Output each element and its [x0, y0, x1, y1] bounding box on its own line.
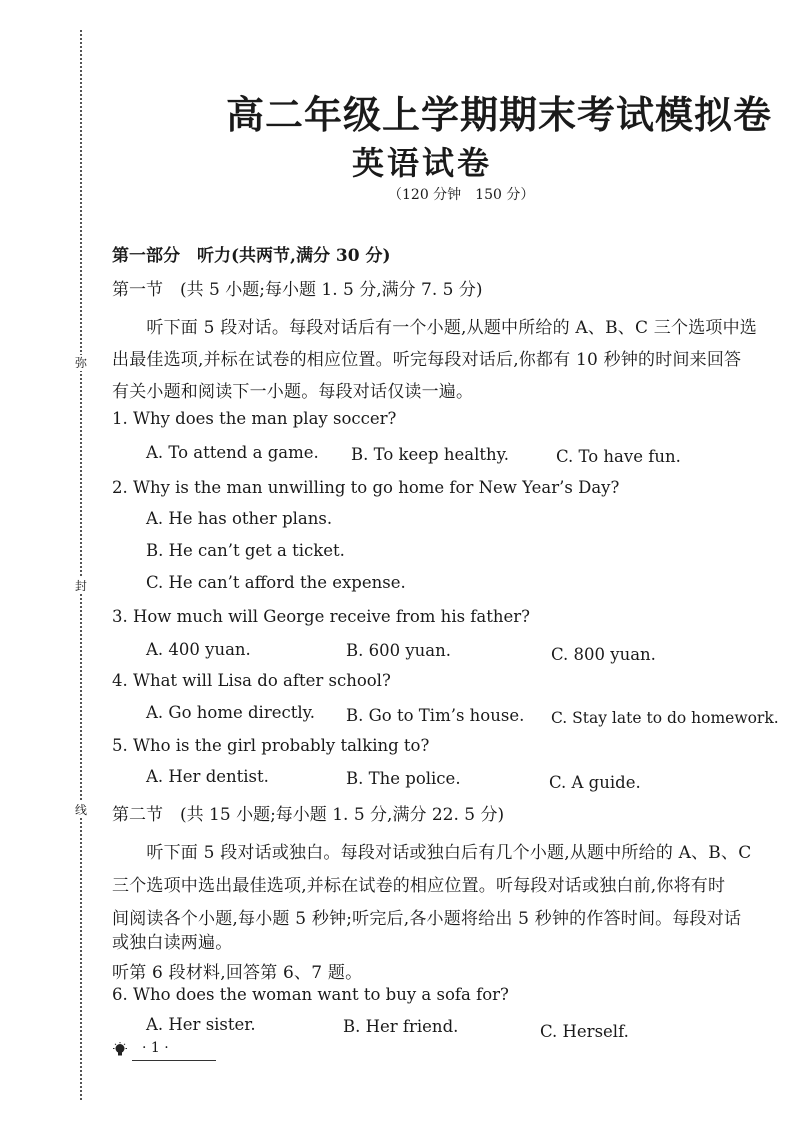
part1-heading: 第一部分 听力(共两节,满分 30 分)	[112, 246, 391, 266]
section1-instructions-line: 有关小题和阅读下一小题。每段对话仅读一遍。	[112, 382, 474, 402]
question-1-option-b: B. To keep healthy.	[351, 445, 509, 464]
question-2-option-b: B. He can’t get a ticket.	[146, 541, 345, 560]
question-3-option-c: C. 800 yuan.	[551, 645, 656, 664]
section2-instructions-line: 或独白读两遍。	[112, 933, 233, 953]
question-3: 3. How much will George receive from his father?	[112, 607, 531, 626]
question-5: 5. Who is the girl probably talking to?	[112, 736, 430, 755]
question-4: 4. What will Lisa do after school?	[112, 671, 391, 690]
question-2-option-c: C. He can’t afford the expense.	[146, 573, 406, 592]
question-3-option-b: B. 600 yuan.	[346, 641, 452, 660]
question-4-option-c: C. Stay late to do homework.	[551, 709, 779, 727]
binding-dotted-line	[80, 30, 82, 1100]
section2-instructions-line: 间阅读各个小题,每小题 5 秒钟;听完后,各小题将给出 5 秒钟的作答时间。每段对话	[112, 909, 742, 929]
question-5-option-a: A. Her dentist.	[146, 767, 269, 786]
section2-instructions-line: 听下面 5 段对话或独白。每段对话或独白后有几个小题,从题中所给的 A、B、C	[112, 843, 752, 863]
question-6-option-a: A. Her sister.	[146, 1015, 256, 1034]
question-6-option-b: B. Her friend.	[343, 1017, 459, 1036]
question-5-option-c: C. A guide.	[549, 773, 641, 792]
question-2: 2. Why is the man unwilling to go home for New Year’s Day?	[112, 478, 620, 497]
exam-title: 高二年级上学期期末考试模拟卷	[226, 92, 773, 137]
binding-mark-feng: 封	[71, 578, 91, 594]
question-1-option-c: C. To have fun.	[556, 447, 681, 466]
page-number: · 1 ·	[142, 1040, 169, 1056]
question-4-option-b: B. Go to Tim’s house.	[346, 706, 525, 725]
question-3-option-a: A. 400 yuan.	[146, 640, 251, 659]
question-4-option-a: A. Go home directly.	[146, 703, 315, 722]
section1-heading: 第一节 (共 5 小题;每小题 1. 5 分,满分 7. 5 分)	[112, 280, 483, 300]
question-2-option-a: A. He has other plans.	[146, 509, 333, 528]
section1-instructions-line: 出最佳选项,并标在试卷的相应位置。听完每段对话后,你都有 10 秒钟的时间来回答	[112, 350, 742, 370]
question-1-option-a: A. To attend a game.	[146, 443, 319, 462]
section1-instructions-line: 听下面 5 段对话。每段对话后有一个小题,从题中所给的 A、B、C 三个选项中选	[112, 318, 758, 338]
lightbulb-icon	[112, 1042, 128, 1058]
exam-subtitle: 英语试卷	[352, 144, 493, 182]
question-5-option-b: B. The police.	[346, 769, 461, 788]
exam-time-info: （120 分钟 150 分）	[388, 187, 535, 203]
binding-mark-mi: 弥	[71, 355, 91, 371]
material-note: 听第 6 段材料,回答第 6、7 题。	[112, 963, 363, 983]
question-1: 1. Why does the man play soccer?	[112, 409, 397, 428]
footer-rule	[132, 1060, 216, 1061]
page-footer	[112, 1040, 216, 1062]
question-6: 6. Who does the woman want to buy a sofa for?	[112, 985, 509, 1004]
section2-instructions-line: 三个选项中选出最佳选项,并标在试卷的相应位置。听每段对话或独白前,你将有时	[112, 876, 726, 896]
question-6-option-c: C. Herself.	[540, 1022, 629, 1041]
section2-heading: 第二节 (共 15 小题;每小题 1. 5 分,满分 22. 5 分)	[112, 805, 505, 825]
binding-mark-xian: 线	[71, 802, 91, 818]
